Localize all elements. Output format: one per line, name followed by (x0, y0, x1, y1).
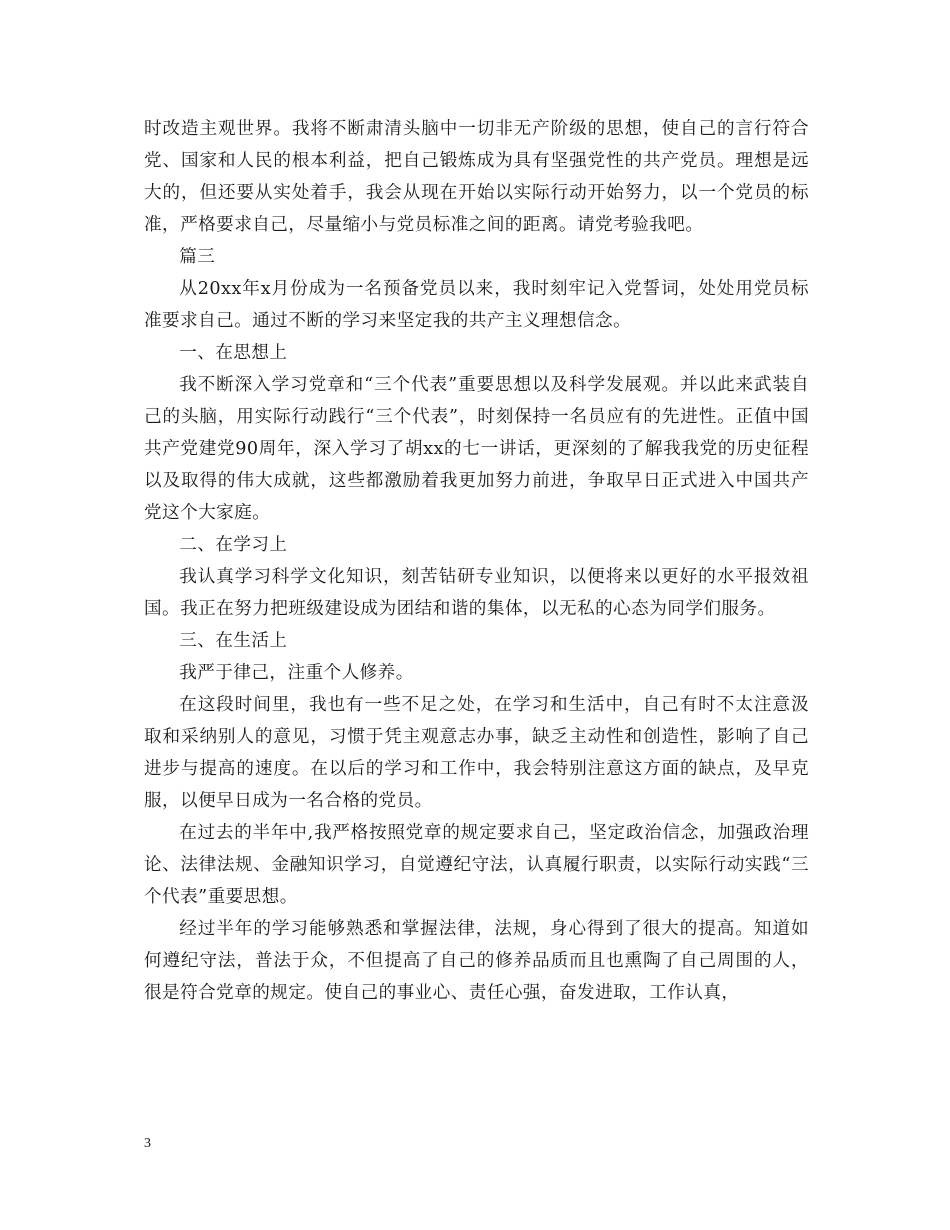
page-number: 3 (144, 1136, 151, 1151)
paragraph-ideology: 我不断深入学习党章和“三个代表”重要思想以及科学发展观。并以此来武装自己的头脑，用实际行动践行“三个代表”，时刻保持一名员应有的先进性。正值中国共产党建党90周年，深入学习了胡xx的七一讲话，更深刻的了解我我党的历史征程以及取得的伟大成就，这些都激励着我更加努力前进，争取早日正式进入中国共产党这个大家庭。 (144, 375, 809, 523)
paragraph-1: 时改造主观世界。我将不断肃清头脑中一切非无产阶级的思想，使自己的言行符合党、国家和人民的根本利益，把自己锻炼成为具有坚强党性的共产党员。理想是远大的，但还要从实处着手，我会从现在开始以实际行动开始努力，以一个党员的标准，严格要求自己，尽量缩小与党员标准之间的距离。请党考验我吧。 (144, 119, 809, 235)
paragraph-learning-law: 经过半年的学习能够熟悉和掌握法律，法规，身心得到了很大的提高。知道如何遵纪守法，普法于众，不但提高了自己的修养品质而且也熏陶了自己周围的人，很是符合党章的规定。使自己的事业心、责任心强，奋发进取，工作认真， (144, 919, 809, 1003)
subheading-study: 二、在学习上 (179, 535, 288, 555)
section-heading-pian-san: 篇三 (179, 247, 216, 267)
document-body (144, 113, 809, 1009)
paragraph-half-year: 在过去的半年中,我严格按照党章的规定要求自己，坚定政治信念，加强政治理论、法律法规、金融知识学习，自觉遵纪守法，认真履行职责，以实际行动实践“三个代表”重要思想。 (144, 823, 809, 907)
paragraph-intro: 从20xx年x月份成为一名预备党员以来，我时刻牢记入党誓词，处处用党员标准要求自己。通过不断的学习来坚定我的共产主义理想信念。 (144, 279, 809, 331)
paragraph-study: 我认真学习科学文化知识，刻苦钻研专业知识，以便将来以更好的水平报效祖国。我正在努力把班级建设成为团结和谐的集体，以无私的心态为同学们服务。 (144, 567, 809, 619)
paragraph-life: 我严于律己，注重个人修养。 (179, 663, 414, 683)
paragraph-shortcomings: 在这段时间里，我也有一些不足之处，在学习和生活中，自己有时不太注意汲取和采纳别人的意见，习惯于凭主观意志办事，缺乏主动性和创造性，影响了自己进步与提高的速度。在以后的学习和工作中，我会特别注意这方面的缺点，及早克服，以便早日成为一名合格的党员。 (144, 695, 809, 811)
subheading-ideology: 一、在思想上 (179, 343, 288, 363)
subheading-life: 三、在生活上 (179, 631, 288, 651)
